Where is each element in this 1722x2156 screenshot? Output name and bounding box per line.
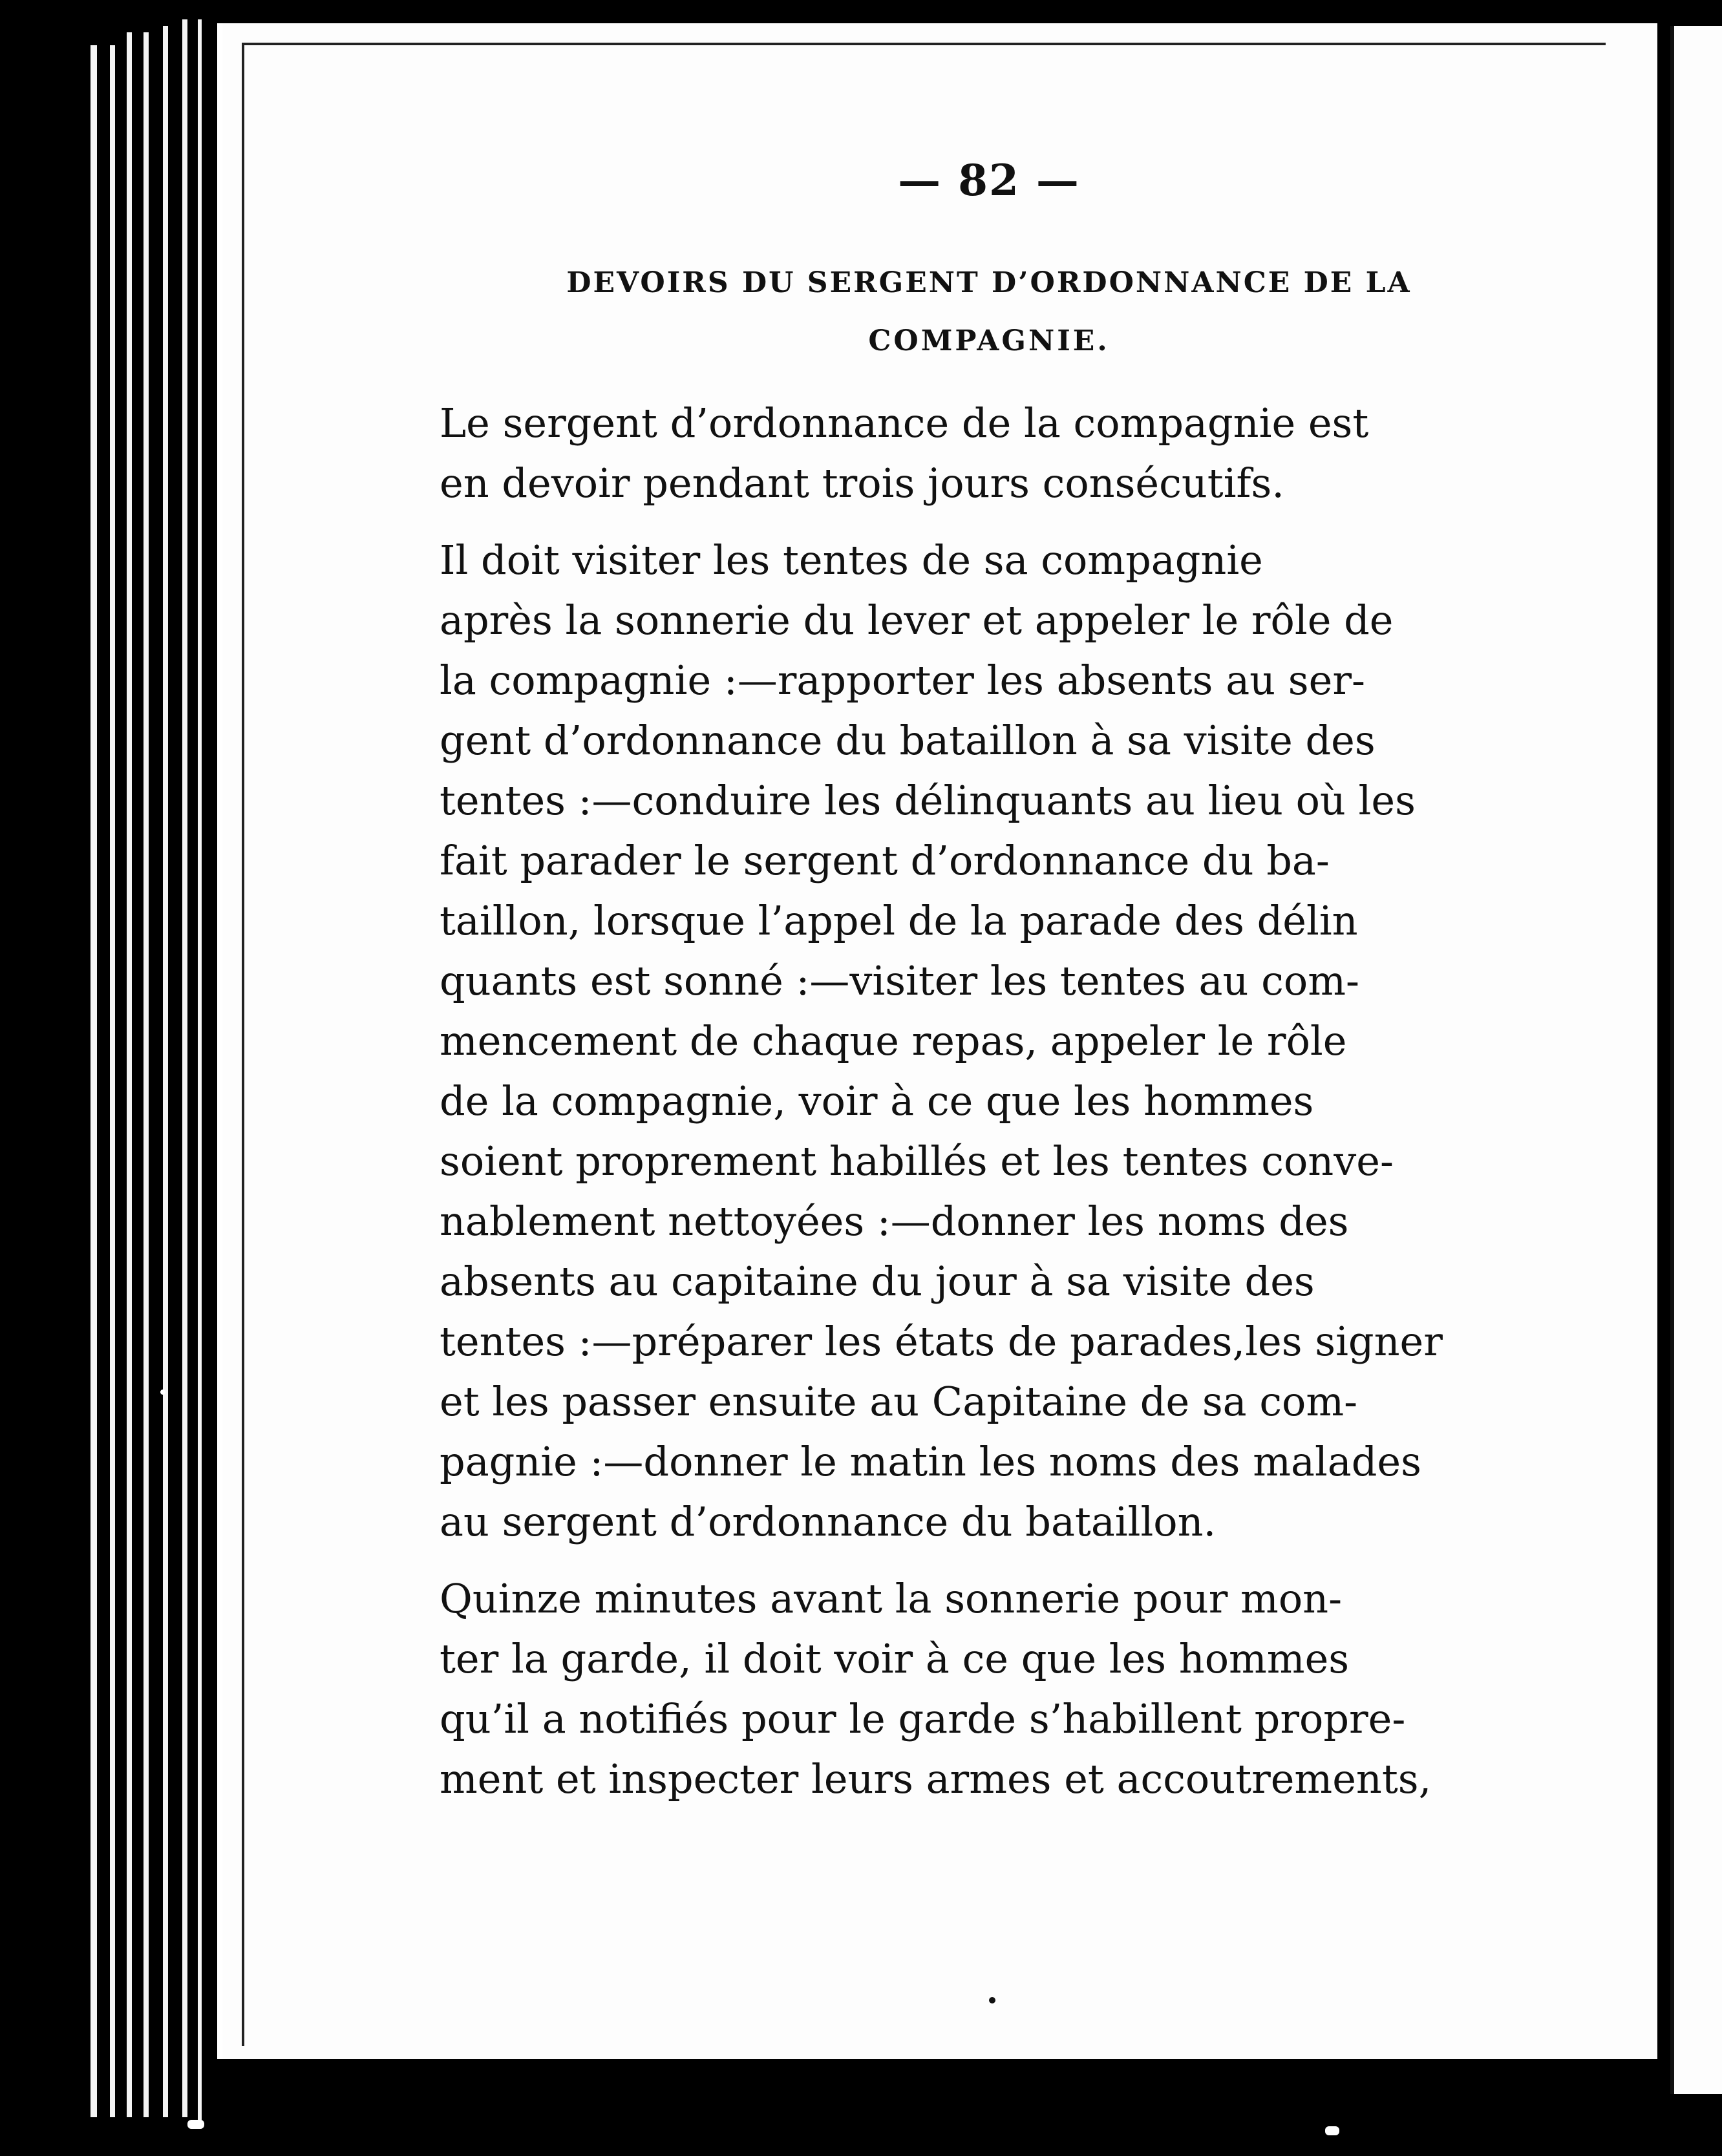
text-line: gent d’ordonnance du bataillon à sa visite des [440,717,1376,764]
text-line: nablement nettoyées :—donner les noms des [440,1198,1349,1245]
page-edge [127,32,132,2117]
paragraph-1 [440,393,1538,513]
text-line: tentes :—préparer les états de parades,les signer [440,1318,1443,1365]
text-line: en devoir pendant trois jours consécutifs. [440,460,1284,507]
page-edge [90,45,97,2117]
paragraph-2 [440,530,1538,1552]
text-line: après la sonnerie du lever et appeler le rôle de [440,597,1394,644]
text-line: pagnie :—donner le matin les noms des malades [440,1438,1421,1485]
text-line: Quinze minutes avant la sonnerie pour mon- [440,1575,1343,1622]
section-heading-line-2: COMPAGNIE. [868,324,1110,357]
text-line: quants est sonné :—visiter les tentes au com- [440,957,1359,1004]
text-line: taillon, lorsque l’appel de la parade des délin [440,897,1358,944]
page-edge [182,19,187,2117]
facing-page-edge [1674,26,1722,2094]
ink-speck [989,1997,995,2003]
text-line: tentes :—conduire les délinquants au lieu où les [440,777,1416,824]
page-edge [144,32,149,2117]
paragraph-3 [440,1569,1538,1809]
text-line: Il doit visiter les tentes de sa compagnie [440,536,1263,584]
scan-mark [187,2120,204,2129]
section-heading-line-1: DEVOIRS DU SERGENT D’ORDONNANCE DE LA [566,266,1412,299]
ink-speck [160,1390,165,1395]
text-line: au sergent d’ordonnance du bataillon. [440,1498,1217,1545]
text-line: la compagnie :—rapporter les absents au ser- [440,657,1365,704]
text-line: soient proprement habillés et les tentes conve- [440,1137,1394,1185]
text-line: mencement de chaque repas, appeler le rôle [440,1017,1347,1064]
text-line: ter la garde, il doit voir à ce que les hommes [440,1635,1350,1682]
text-line: absents au capitaine du jour à sa visite des [440,1258,1315,1305]
text-line: Le sergent d’ordonnance de la compagnie est [440,399,1369,447]
text-line: ment et inspecter leurs armes et accoutrements, [440,1755,1432,1802]
scan-mark [1325,2126,1339,2135]
text-line: qu’il a notifiés pour le garde s’habillent propre- [440,1695,1406,1742]
text-line: de la compagnie, voir à ce que les hommes [440,1077,1314,1125]
text-line: et les passer ensuite au Capitaine de sa com- [440,1378,1358,1425]
page-edge [110,45,115,2117]
page-content [440,155,1538,1809]
text-line: fait parader le sergent d’ordonnance du ba- [440,837,1330,884]
page-number: — 82 — [898,155,1080,206]
page-edge [198,19,202,2124]
page-edge [163,26,168,2117]
